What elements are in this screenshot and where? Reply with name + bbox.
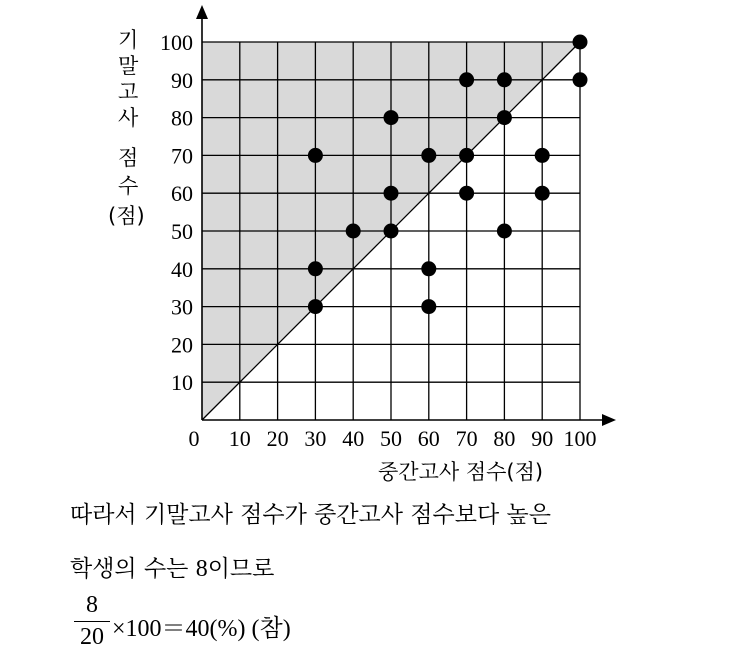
y-tick-label: 60 bbox=[171, 181, 193, 207]
data-point bbox=[497, 72, 512, 87]
x-tick-label: 80 bbox=[493, 426, 516, 451]
y-tick-label: 40 bbox=[171, 256, 193, 282]
data-point bbox=[308, 148, 323, 163]
text-line-1: 따라서 기말고사 점수가 중간고사 점수보다 높은 bbox=[70, 502, 551, 528]
data-point bbox=[573, 35, 588, 50]
x-tick-label: 20 bbox=[266, 426, 289, 451]
fraction-bar bbox=[74, 621, 110, 622]
ylabel-char: 기 bbox=[118, 28, 139, 52]
data-point bbox=[421, 299, 436, 314]
text-line-2-num: 8 bbox=[195, 556, 208, 582]
data-point bbox=[384, 110, 399, 125]
data-point bbox=[308, 261, 323, 276]
x-tick-label: 0 bbox=[188, 426, 200, 451]
data-point bbox=[573, 72, 588, 87]
x-tick-label: 100 bbox=[563, 426, 597, 451]
x-tick-label: 70 bbox=[455, 426, 478, 451]
x-tick-label: 10 bbox=[228, 426, 251, 451]
x-tick-label: 90 bbox=[531, 426, 554, 451]
y-tick-label: 80 bbox=[171, 105, 193, 131]
data-point bbox=[459, 186, 474, 201]
data-point bbox=[421, 148, 436, 163]
x-tick-label: 60 bbox=[417, 426, 440, 451]
fraction-numerator: 8 bbox=[86, 592, 98, 618]
ylabel-char: 사 bbox=[118, 106, 139, 130]
data-point bbox=[459, 148, 474, 163]
fraction-denominator: 20 bbox=[80, 624, 104, 650]
text-line-2 bbox=[70, 550, 274, 583]
x-tick-label: 50 bbox=[380, 426, 402, 451]
y-tick-label: 30 bbox=[171, 294, 193, 320]
data-point bbox=[535, 186, 550, 201]
data-point bbox=[535, 148, 550, 163]
data-point bbox=[421, 261, 436, 276]
y-axis-arrow bbox=[196, 5, 208, 19]
data-point bbox=[497, 110, 512, 125]
ylabel-char: 점 bbox=[118, 146, 139, 170]
y-tick-label: 20 bbox=[171, 332, 193, 358]
y-tick-label: 100 bbox=[160, 30, 193, 55]
data-point bbox=[384, 224, 399, 239]
data-point bbox=[459, 72, 474, 87]
x-tick-label: 40 bbox=[342, 426, 365, 451]
data-point bbox=[497, 224, 512, 239]
y-tick-label: 90 bbox=[171, 67, 193, 93]
x-axis-label: 중간고사 점수(점) bbox=[378, 460, 544, 484]
text-line-2-a: 학생의 수는 bbox=[70, 556, 189, 582]
text-line-2-b: 이므로 bbox=[207, 556, 275, 582]
x-tick-label: 30 bbox=[304, 426, 327, 451]
y-tick-label: 50 bbox=[171, 219, 193, 244]
data-point bbox=[346, 224, 361, 239]
ylabel-char: 수 bbox=[118, 174, 139, 198]
fraction bbox=[70, 592, 114, 654]
ylabel-char: 말 bbox=[118, 54, 139, 78]
x-axis-arrow bbox=[602, 414, 616, 426]
data-point bbox=[308, 299, 323, 314]
data-point bbox=[384, 186, 399, 201]
ylabel-char: 고 bbox=[118, 80, 139, 104]
ylabel-char: (점) bbox=[108, 204, 145, 228]
y-tick-label: 70 bbox=[171, 143, 193, 169]
y-tick-label: 10 bbox=[171, 370, 193, 396]
formula-rest: ×100＝40(%) (참) bbox=[112, 616, 291, 642]
